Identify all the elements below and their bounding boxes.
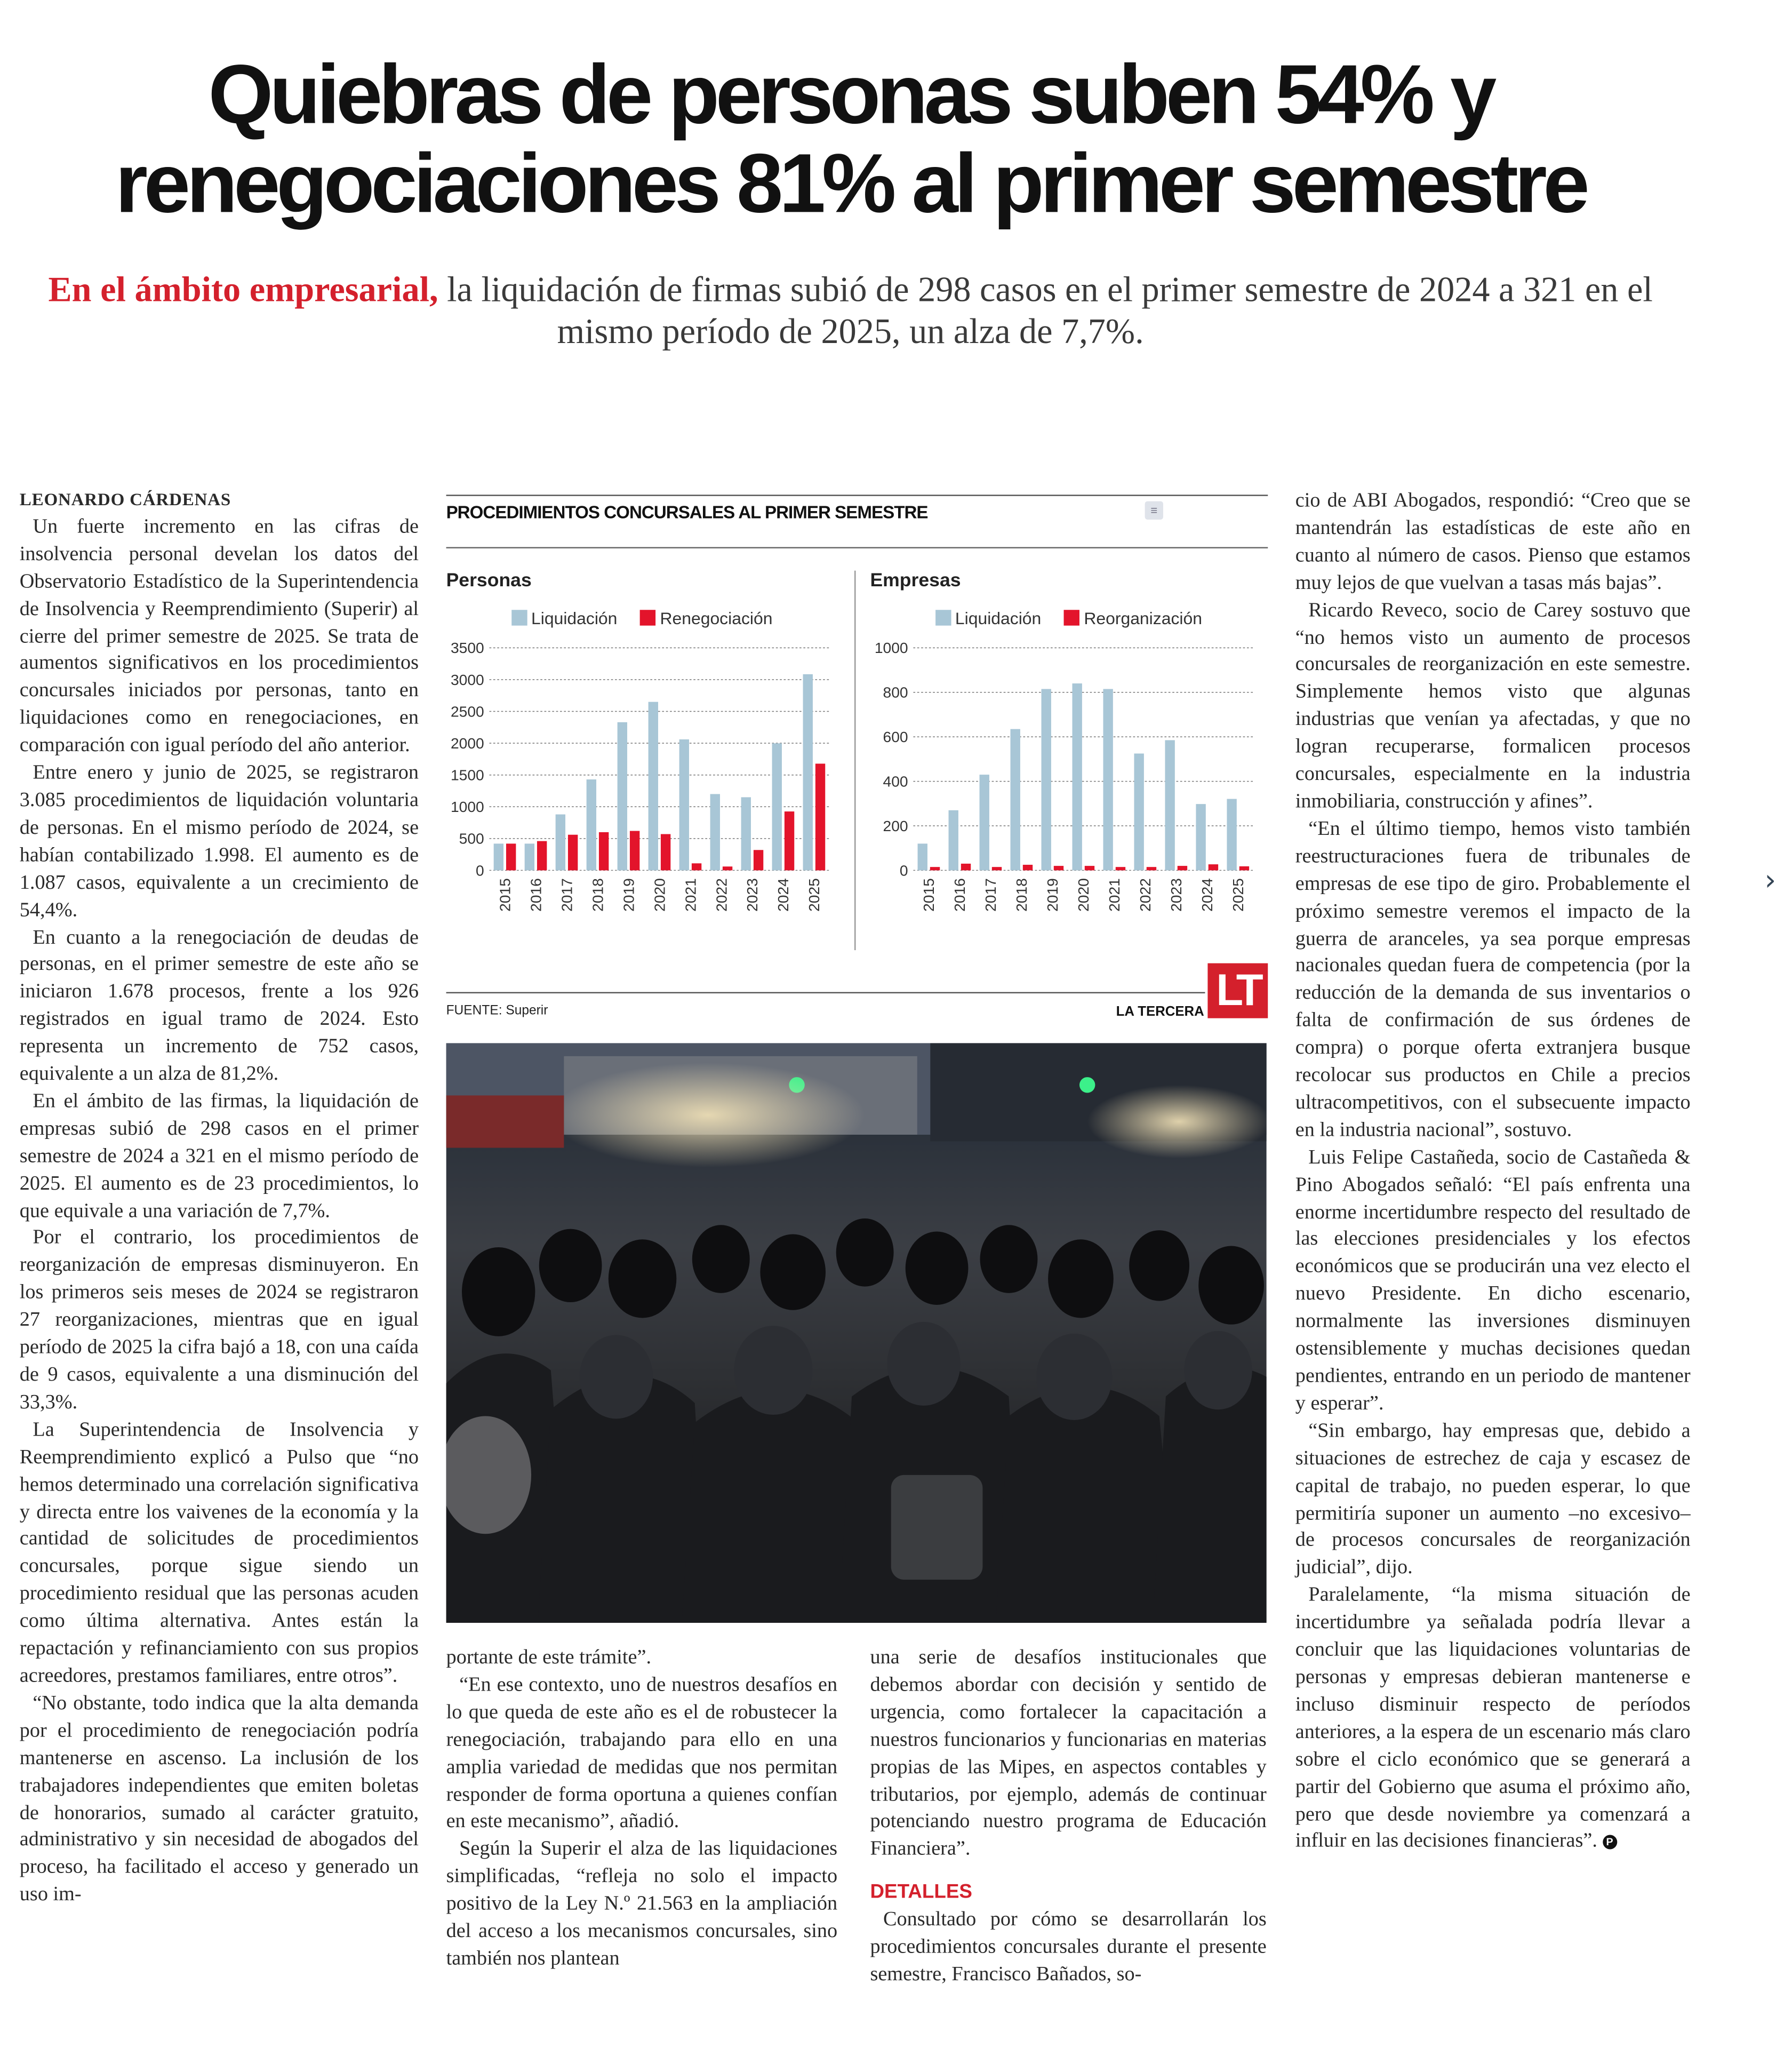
x-tick-label: 2023	[1167, 878, 1185, 912]
bar-liquidacion-2025	[1227, 799, 1236, 871]
paragraph: Consultado por cómo se desarrollarán los procedimientos concursales durante el presente semestre, Francisco Bañados, so-	[870, 1908, 1267, 1986]
paragraph-text: Paralelamente, “la misma situación de incertidumbre ya señalada podría llevar a concluir que las liquidaciones voluntarias de personas y empresas debieran mantenerse e incluso disminuir respecto de períodos anteriores, a la espera de un escenario más claro sobre el ciclo económico que se generará a partir del Gobierno que asuma el próximo año, pero que desde noviembre ya comenzará a influir en las decisiones financieras”.	[1295, 1584, 1691, 1853]
x-tick-label: 2025	[805, 878, 823, 912]
x-tick-label: 2016	[951, 878, 969, 912]
y-tick-label: 3500	[450, 639, 484, 657]
divider	[446, 992, 1205, 993]
brand-logo: LT	[1207, 963, 1268, 1018]
paragraph: En el ámbito de las firmas, la liquidación de empresas subió de 298 casos en el primer semestre de 2024 a 321 en el mismo período de 2025. El aumento es de 23 procedimientos, lo que equivale a una variación de 7,7%.	[19, 1090, 419, 1222]
legend-swatch	[1065, 610, 1080, 625]
panel-divider	[854, 571, 855, 950]
chart-box	[446, 495, 1268, 1031]
bar-liquidacion-2025	[803, 674, 813, 871]
bar-secondary-2020	[1085, 866, 1094, 870]
bar-secondary-2015	[506, 843, 516, 870]
x-tick-label: 2024	[774, 878, 792, 912]
bar-secondary-2019	[630, 831, 639, 871]
y-tick-label: 500	[459, 830, 484, 847]
paragraph: Ricardo Reveco, socio de Carey sostuvo que “no hemos visto un aumento de procesos concursales de reorganización en este semestre. Simplemente hemos visto que algunas industrias que venían ya afectadas, y que no logran recuperarse, formalicen procesos concursales, especialmente en la industria inmobiliaria, construcción y afines”.	[1295, 599, 1691, 813]
bar-secondary-2022	[1147, 867, 1156, 870]
bar-liquidacion-2023	[1165, 740, 1174, 870]
bar-liquidacion-2016	[949, 810, 958, 871]
y-tick-label: 1000	[874, 639, 908, 657]
paragraph: En cuanto a la renegociación de deudas de personas, en el primer semestre de este año se iniciaron 1.678 procesos, frente a los 926 registrados en igual tramo de 2024. Esto representa un incremento de 752 casos, equivalente a un alza de 81,2%.	[19, 926, 419, 1085]
paragraph: Un fuerte incremento en las cifras de insolvencia personal develan los datos del Observatorio Estadístico de la Superintendencia de Insolvencia y Reemprendimiento (Superir) al cierre del primer semestre de 2025. Se trata de aumentos significativos en los procedimientos concursales iniciados por personas, tanto en liquidaciones como en renegociaciones, en comparación con igual período del año anterior.	[19, 515, 419, 757]
x-tick-label: 2016	[527, 878, 545, 912]
crowd-photo-illustration	[446, 1043, 1267, 1623]
bar-secondary-2016	[537, 841, 547, 871]
legend-label: Reorganización	[1084, 608, 1202, 628]
byline: LEONARDO CÁRDENAS	[19, 489, 231, 509]
paragraph: cio de ABI Abogados, respondió: “Creo que se mantendrán las estadísticas de este año en cuanto al número de casos. Pienso que estamos muy lejos de que vuelvan a tasas más bajas”.	[1295, 489, 1691, 594]
paragraph: Luis Felipe Castañeda, socio de Castañeda & Pino Abogados señaló: “El país enfrenta una enorme incertidumbre respecto del resultado de las elecciones presidenciales y los efectos económicos que se producirán una vez electo el nuevo Presidente. En dicho escenario, normalmente las inversiones disminuyen ostensiblemente y muchas decisiones quedan pendientes, entrando en un periodo de mantener y esperar”.	[1295, 1146, 1691, 1415]
x-tick-label: 2025	[1229, 878, 1247, 912]
bar-liquidacion-2015	[494, 843, 503, 870]
y-tick-label: 2500	[450, 703, 484, 720]
bar-secondary-2017	[568, 835, 578, 871]
bar-secondary-2023	[1178, 866, 1187, 870]
bar-secondary-2016	[961, 864, 971, 871]
news-photo	[446, 1043, 1267, 1623]
legend	[511, 609, 772, 628]
chart-source: FUENTE: Superir	[446, 1003, 548, 1018]
y-tick-label: 0	[476, 862, 484, 879]
deck	[0, 268, 1701, 352]
bar-liquidacion-2019	[1041, 689, 1051, 871]
headline-line-2: renegociaciones 81% al primer semestre	[115, 136, 1586, 230]
deck-lead: En el ámbito empresarial,	[48, 269, 438, 309]
x-tick-label: 2015	[496, 878, 514, 912]
section-title: DETALLES	[870, 1881, 972, 1903]
y-tick-label: 200	[883, 817, 908, 834]
bar-chart-empresas	[870, 641, 1262, 942]
paragraph: Por el contrario, los procedimientos de reorganización de empresas disminuyeron. En los primeros seis meses de 2024 se registraron 27 reorganizaciones, mientras que en igual período de 2025 la cifra bajó a 18, con una caída de 9 casos, equivalente a una disminución del 33,3%.	[19, 1226, 419, 1414]
bar-chart-personas	[446, 641, 839, 942]
divider	[446, 547, 1268, 548]
bar-secondary-2019	[1054, 866, 1063, 870]
legend-swatch	[935, 610, 951, 625]
y-tick-label: 3000	[450, 671, 484, 688]
note-icon[interactable]: ≡	[1145, 501, 1163, 520]
x-tick-label: 2018	[589, 878, 606, 912]
bar-secondary-2020	[661, 834, 670, 871]
paragraph	[1295, 1583, 1691, 1856]
x-tick-label: 2017	[982, 878, 999, 912]
legend-label: Liquidación	[955, 608, 1042, 628]
headline	[0, 47, 1701, 230]
x-tick-label: 2020	[1075, 878, 1092, 912]
legend-label: Renegociación	[660, 608, 773, 628]
x-tick-label: 2019	[1044, 878, 1061, 912]
bar-liquidacion-2021	[1103, 689, 1113, 871]
x-tick-label: 2021	[1106, 878, 1123, 912]
bar-liquidacion-2015	[918, 843, 927, 870]
y-tick-label: 1500	[450, 766, 484, 784]
legend-label: Liquidación	[531, 608, 618, 628]
bar-liquidacion-2022	[1134, 753, 1143, 870]
paragraph: portante de este trámite”.	[446, 1646, 652, 1669]
x-tick-label: 2023	[743, 878, 761, 912]
x-tick-label: 2018	[1013, 878, 1030, 912]
bar-secondary-2017	[992, 867, 1002, 870]
panel-title: Personas	[446, 570, 532, 592]
bar-secondary-2018	[1023, 865, 1033, 870]
bar-liquidacion-2020	[649, 702, 658, 871]
legend-swatch	[511, 610, 527, 625]
x-tick-label: 2019	[620, 878, 637, 912]
panel-title: Empresas	[870, 570, 961, 592]
bar-secondary-2015	[930, 867, 940, 870]
x-tick-label: 2024	[1198, 878, 1216, 912]
bar-liquidacion-2024	[772, 743, 782, 870]
brand-name: LA TERCERA	[1116, 1003, 1204, 1020]
x-tick-label: 2022	[713, 878, 730, 912]
bar-secondary-2024	[785, 811, 794, 870]
y-tick-label: 1000	[450, 798, 484, 816]
legend-swatch	[641, 610, 656, 625]
end-mark-icon: P	[1603, 1835, 1617, 1850]
y-tick-label: 0	[899, 862, 908, 879]
bar-liquidacion-2023	[741, 797, 751, 870]
bar-secondary-2024	[1209, 864, 1218, 870]
chevron-right-icon[interactable]: ›	[1764, 865, 1777, 898]
paragraph: “No obstante, todo indica que la alta demanda por el procedimiento de renegociación podría mantenerse en ascenso. La inclusión de los trabajadores independientes que emiten boletas de honorarios, sumado al carácter gratuito, administrativo y sin necesidad de abogados del proceso, ha facilitado el acceso y generado un uso im-	[19, 1692, 419, 1906]
paragraph: Entre enero y junio de 2025, se registraron 3.085 procedimientos de liquidación voluntaria de personas. En el mismo período de 2024, se habían contabilizado 1.998. El aumento es de 1.087 casos, equivalente a un crecimiento de 54,4%.	[19, 761, 419, 921]
bar-liquidacion-2019	[618, 722, 627, 871]
y-tick-label: 400	[883, 772, 908, 790]
paragraph: Según la Superir el alza de las liquidaciones simplificadas, “refleja no solo el impacto positivo de la Ley N.º 21.563 en la ampliación del acceso a los mecanismos concursales, sino también nos plantean	[446, 1838, 838, 1970]
x-tick-label: 2022	[1137, 878, 1154, 912]
bar-liquidacion-2018	[1011, 729, 1020, 871]
x-tick-label: 2021	[682, 878, 699, 912]
bar-secondary-2021	[692, 863, 701, 870]
paragraph: La Superintendencia de Insolvencia y Reemprendimiento explicó a Pulso que “no hemos determinado una correlación significativa y directa entre los vaivenes de la economía y la cantidad de solicitudes de procedimientos concursales, porque sigue siendo un procedimiento residual que las personas acuden como última alternativa. Antes están la repactación y refinanciamiento con sus propios acreedores, prestamos familiares, entre otros”.	[19, 1418, 419, 1687]
paragraph: una serie de desafíos institucionales que debemos abordar con decisión y sentido de urgencia, como fortalecer la capacitación a nuestros funcionarios y funcionarias en materias propias de las Mipes, en aspectos contables y tributarios, por ejemplo, además de continuar potenciando nuestro programa de Educación Financiera”.	[870, 1646, 1267, 1860]
paragraph: “En el último tiempo, hemos visto también reestructuraciones fuera de tribunales de empresas de ese tipo de giro. Probablemente el próximo semestre veremos el impacto de la guerra de aranceles, ya sea porque empresas nacionales quedan fuera de competencia (por la reducción de la demanda de sus inventarios o falta de confirmación de sus órdenes de compra) o porque oferta extranjera busque recolocar sus productos en Chile a precios ultracompetitivos, con el subsecuente impacto en la industria nacional”, sostuvo.	[1295, 818, 1691, 1141]
bar-liquidacion-2022	[710, 794, 720, 870]
paragraph: “En ese contexto, uno de nuestros desafíos en lo que queda de este año es el de robustecer la renegociación, trabajando para ello en una amplia variedad de medidas que nos permitan responder de forma oportuna a quienes confían en este mecanismo”, añadió.	[446, 1674, 838, 1833]
y-tick-label: 2000	[450, 734, 484, 752]
bar-secondary-2025	[1239, 866, 1249, 871]
deck-text: la liquidación de firmas subió de 298 casos en el primer semestre de 2024 a 321 en el mismo período de 2025, un alza de 7,7%.	[438, 269, 1653, 351]
bar-secondary-2018	[599, 832, 609, 870]
y-tick-label: 800	[883, 683, 908, 701]
legend	[935, 609, 1202, 628]
headline-line-1: Quiebras de personas suben 54% y	[208, 47, 1493, 141]
bar-secondary-2025	[815, 763, 825, 870]
y-tick-label: 600	[883, 728, 908, 746]
x-tick-label: 2015	[920, 878, 938, 912]
chart-panel-empresas	[870, 563, 1262, 955]
bar-liquidacion-2020	[1072, 683, 1082, 870]
bar-liquidacion-2018	[587, 779, 596, 870]
divider	[446, 495, 1268, 496]
paragraph: “Sin embargo, hay empresas que, debido a situaciones de estrechez de caja y escasez de capital de trabajo, no pueden esperar, lo que permitiría suponer un aumento –no excesivo– de procesos concursales de reorganización judicial”, dijo.	[1295, 1420, 1691, 1579]
chart-panel-personas	[446, 563, 839, 955]
column-2	[446, 1645, 838, 1973]
bar-secondary-2021	[1116, 867, 1125, 870]
bar-secondary-2023	[754, 850, 763, 870]
bar-secondary-2022	[723, 866, 732, 870]
column-4	[1295, 488, 1691, 1856]
chart-title: PROCEDIMIENTOS CONCURSALES AL PRIMER SEMESTRE	[446, 503, 928, 522]
bar-liquidacion-2021	[679, 739, 689, 870]
column-3	[870, 1645, 1266, 1989]
bar-liquidacion-2024	[1196, 804, 1205, 870]
bar-liquidacion-2017	[980, 775, 989, 870]
x-tick-label: 2020	[651, 878, 668, 912]
bar-liquidacion-2016	[525, 843, 534, 870]
bar-liquidacion-2017	[556, 815, 565, 871]
x-tick-label: 2017	[558, 878, 575, 912]
column-1	[20, 487, 419, 1910]
